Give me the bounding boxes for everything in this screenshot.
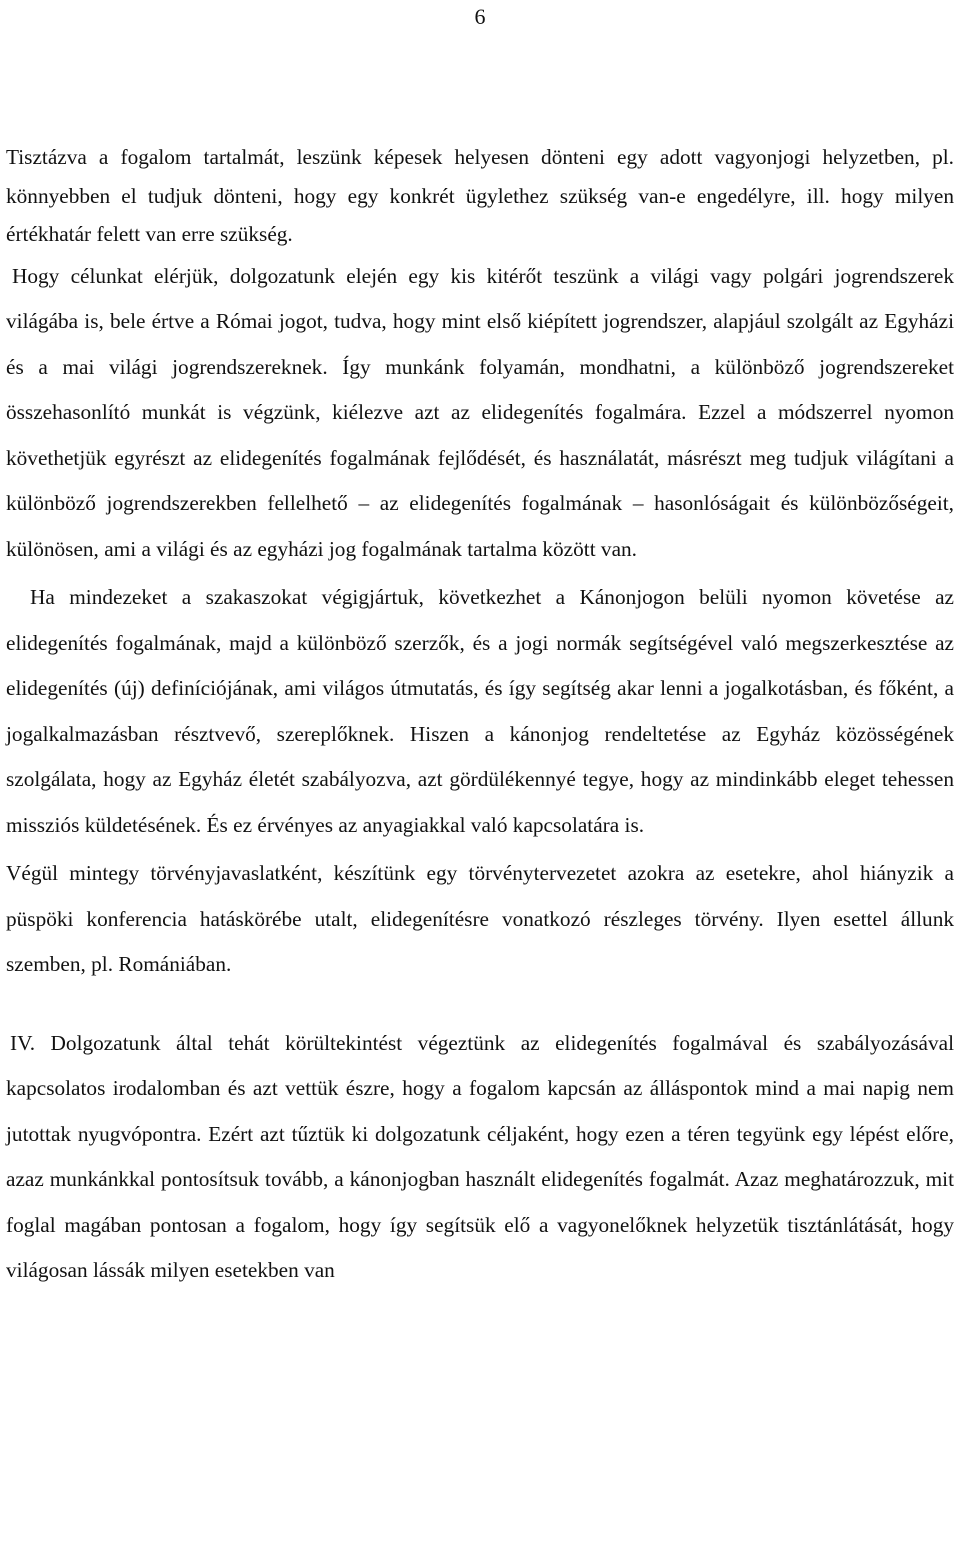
paragraph-4: Végül mintegy törvényjavaslatként, készítünk egy törvénytervezetet azokra az esetekre, ahol hiányzik a püspöki konferencia hatáskörébe utalt, elidegenítésre vonatkozó részleges törvény. Ilyen esettel állunk szemben, pl. Romániában. bbox=[6, 861, 954, 976]
paragraph-5: IV. Dolgozatunk által tehát körültekintést végeztünk az elidegenítés fogalmával és szabályozásával kapcsolatos irodalomban és azt vettük észre, hogy a fogalom kapcsán az álláspontok mind a mai napig nem jutottak nyugvópontra. Ezért azt tűztük ki dolgozatunk céljaként, hogy ezen a téren tegyünk egy lépést előre, azaz munkánkkal pontosítsuk tovább, a kánonjogban használt elidegenítés fogalmát. Azaz meghatározzuk, mit foglal magában pontosan a fogalom, hogy így segítsük elő a vagyonelőknek helyzetük tisztánlátását, hogy világosan lássák milyen esetekben van bbox=[6, 1030, 954, 1282]
paragraph-1: Tisztázva a fogalom tartalmát, leszünk képesek helyesen dönteni egy adott vagyonjogi helyzetben, pl. könnyebben el tudjuk dönteni, hogy egy konkrét ügylethez szükség van-e engedélyre, ill. hogy milyen értékhatár felett van erre szükség. bbox=[6, 145, 954, 246]
page-number: 6 bbox=[474, 4, 486, 29]
paragraph-2: Hogy célunkat elérjük, dolgozatunk elején egy kis kitérőt teszünk a világi vagy polgári jogrendszerek világába is, bele értve a Római jogot, tudva, hogy mint első kiépített jogrendszer, alapjául szolgált az Egyházi és a mai világi jogrendszereknek. Így munkánk folyamán, mondhatni, a különböző jogrendszereket összehasonlító munkát is végzünk, kiélezve azt az elidegenítés fogalmára. Ezzel a módszerrel nyomon követhetjük egyrészt az elidegenítés fogalmának fejlődését, és használatát, másrészt meg tudjuk világítani a különböző jogrendszerekben fellelhető – az elidegenítés fogalmának – hasonlóságait és különbözőségeit, különösen, ami a világi és az egyházi jog fogalmának tartalma között van. bbox=[6, 263, 954, 561]
document-body bbox=[6, 138, 954, 1294]
paragraph-3: Ha mindezeket a szakaszokat végigjártuk, következhet a Kánonjogon belüli nyomon követése az elidegenítés fogalmának, majd a különböző szerzők, és a jogi normák segítségével való megszerkesztése az elidegenítés (új) definíciójának, ami világos útmutatás, és így segítség akar lenni a jogalkotásban, és főként, a jogalkalmazásban résztvevő, szereplőknek. Hiszen a kánonjog rendeltetése az Egyház közösségének szolgálata, hogy az Egyház életét szabályozva, azt gördülékennyé tegye, hogy az mindinkább eleget tehessen missziós küldetésének. És ez érvényes az anyagiakkal való kapcsolatára is. bbox=[6, 585, 954, 837]
